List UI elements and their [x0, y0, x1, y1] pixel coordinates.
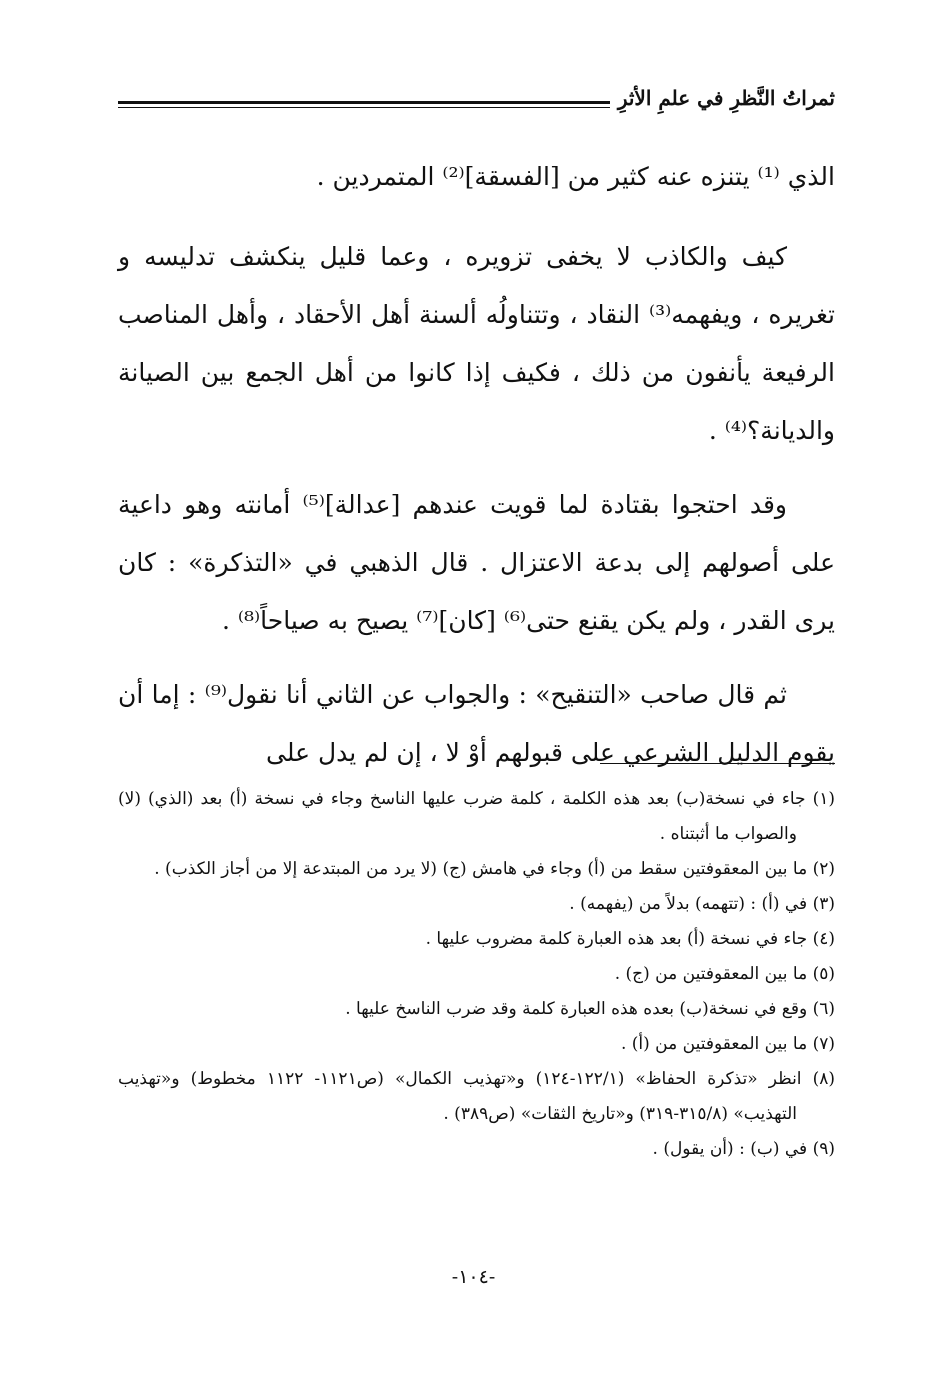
footnote-4: (٤) جاء في نسخة (أ) بعد هذه العبارة كلمة مضروب عليها .: [425, 929, 835, 949]
main-text: [118, 148, 835, 798]
footnote-5: (٥) ما بين المعقوفتين من (ج) .: [614, 964, 835, 984]
footnote-6: (٦) وقع في نسخة(ب) بعده هذه العبارة كلمة وقد ضرب الناسخ عليها .: [345, 999, 835, 1019]
page-number: -١٠٤-: [451, 1266, 496, 1288]
paragraph-1: الذي ⁽¹⁾ يتنزه عنه كثير من [الفسقة]⁽²⁾ المتمردين .: [316, 162, 835, 191]
footnote-8: (٨) انظر «تذكرة الحفاظ» (١٢٢/١-١٢٤) و«تهذيب الكمال» (ص١١٢١- ١١٢٢ مخطوط) و«تهذيب التهذيب» (٣١٥/٨-٣١٩) و«تاريخ الثقات» (ص٣٨٩) .: [118, 1069, 836, 1124]
footnotes: [118, 782, 835, 1167]
paragraph-4: ثم قال صاحب «التنقيح» : والجواب عن الثاني أنا نقول⁽⁹⁾ : إما أن يقوم الدليل الشرعي على قبولهم أوْ لا ، إن لم يدل على: [118, 680, 835, 767]
footnote-separator: [600, 763, 835, 764]
footnote-2: (٢) ما بين المعقوفتين سقط من (أ) وجاء في هامش (ج) (لا يرد من المبتدعة إلا من أجاز الكذب) .: [154, 859, 835, 879]
footnote-3: (٣) في (أ) : (تتهمه) بدلاً من (يفهمه) .: [569, 894, 835, 914]
footnote-1: (١) جاء في نسخة(ب) بعد هذه الكلمة ، كلمة ضرب عليها الناسخ وجاء في نسخة (أ) بعد (الذي) (لا) والصواب ما أثبتناه .: [118, 789, 835, 844]
footnote-7: (٧) ما بين المعقوفتين من (أ) .: [620, 1034, 835, 1054]
header-title: ثمراتُ النَّظرِ في علمِ الأثرِ: [617, 86, 835, 110]
header-rule: [118, 101, 610, 108]
paragraph-2: كيف والكاذب لا يخفى تزويره ، وعما قليل ينكشف تدليسه و تغريره ، ويفهمه⁽³⁾ النقاد ، وتتناولُه ألسنة أهل الأحقاد ، وأهل المناصب الرفيعة يأنفون من ذلك ، فكيف إذا كانوا من أهل الجمع بين الصيانة والديانة؟⁽⁴⁾ .: [118, 242, 835, 445]
footnote-9: (٩) في (ب) : (أن يقول) .: [652, 1139, 835, 1159]
running-header: [118, 86, 835, 126]
paragraph-3: وقد احتجوا بقتادة لما قويت عندهم [عدالة]⁽⁵⁾ أمانته وهو داعية على أصولهم إلى بدعة الاعتزال . قال الذهبي في «التذكرة» : كان يرى القدر ، ولم يكن يقنع حتى⁽⁶⁾ [كان]⁽⁷⁾ يصيح به صياحاً⁽⁸⁾ .: [118, 490, 835, 635]
